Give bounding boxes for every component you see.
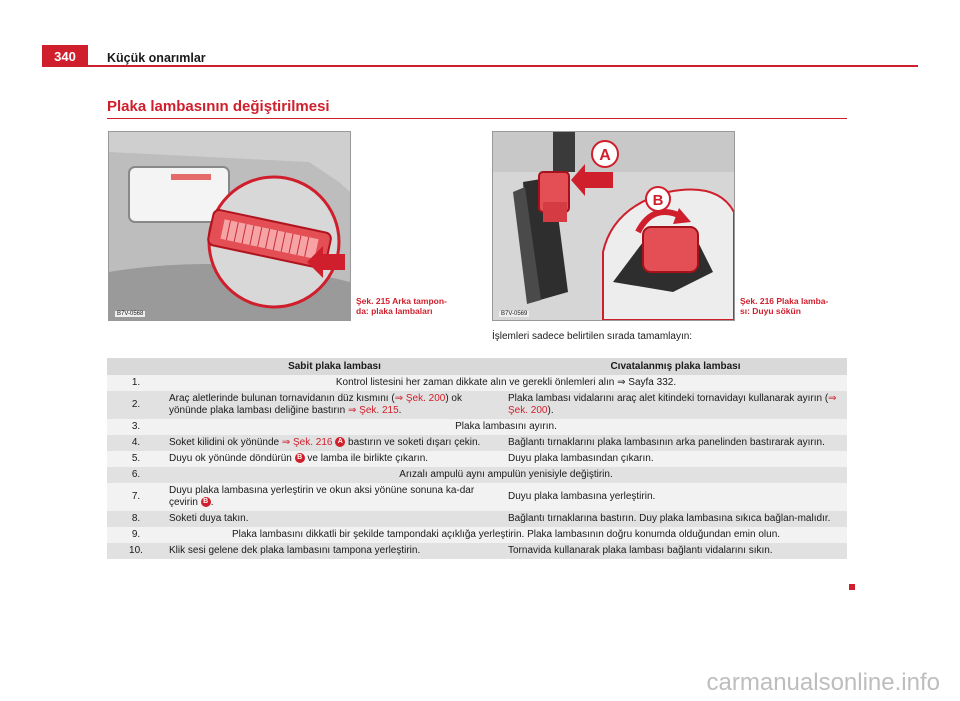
page-number: 340 — [42, 45, 88, 67]
text: ) ok yönünde plaka lambası deliğine bastırın — [169, 393, 462, 416]
step-number: 3. — [107, 419, 165, 435]
step-text-fixed — [165, 451, 504, 467]
watermark: carmanualsonline.info — [706, 669, 940, 696]
table-row — [107, 375, 847, 391]
bumper-illustration — [109, 132, 350, 320]
figure-215-caption — [356, 296, 447, 316]
step-text-fixed — [165, 435, 504, 451]
text: ). — [547, 405, 554, 416]
text: . — [210, 497, 214, 508]
header-rule — [88, 65, 918, 67]
caption-line: da: plaka lambaları — [356, 306, 433, 316]
figure-215-image — [108, 131, 351, 321]
end-of-section-marker — [849, 584, 855, 590]
figure-link[interactable]: ⇒ Şek. 216 — [281, 437, 333, 448]
intro-text: İşlemleri sadece belirtilen sırada tamamlayın: — [492, 331, 693, 342]
label-b: B — [652, 192, 664, 209]
step-number: 7. — [107, 483, 165, 511]
step-text-fixed — [165, 391, 504, 419]
text: Duyu ok yönünde döndürün — [169, 453, 295, 464]
text: Soket kilidini ok yönünde — [169, 437, 282, 448]
step-text-bolted: Duyu plaka lambasından çıkarın. — [504, 451, 847, 467]
figure-link[interactable]: ⇒ Şek. 200 — [508, 393, 837, 416]
steps-table — [107, 358, 847, 559]
step-number: 2. — [107, 391, 165, 419]
table-row — [107, 527, 847, 543]
step-text-fixed: Klik sesi gelene dek plaka lambasını tampona yerleştirin. — [165, 543, 504, 559]
step-number: 8. — [107, 511, 165, 527]
label-b-badge: B — [201, 497, 211, 507]
figure-code: B7V-0568 — [117, 311, 144, 317]
section-title: Plaka lambasının değiştirilmesi — [107, 98, 330, 115]
step-number: 4. — [107, 435, 165, 451]
chapter-title: Küçük onarımlar — [107, 51, 206, 65]
step-number: 6. — [107, 467, 165, 483]
socket-illustration — [493, 132, 734, 320]
column-header: Sabit plaka lambası — [165, 358, 504, 375]
text: Plaka lambası vidalarını araç alet kitindeki tornavidayı kullanarak ayırın ( — [508, 393, 829, 404]
table-row — [107, 451, 847, 467]
step-text-fixed: Soketi duya takın. — [165, 511, 504, 527]
table-row — [107, 543, 847, 559]
text: bastırın ve soketi dışarı çekin. — [345, 437, 481, 448]
text: Duyu plaka lambasına yerleştirin ve okun aksi yönüne sonuna ka-dar çevirin — [169, 485, 475, 508]
label-a: A — [599, 147, 611, 164]
figure-link[interactable]: ⇒ Şek. 200 — [394, 393, 446, 404]
column-header — [107, 358, 165, 375]
figure-216-caption — [740, 296, 828, 316]
step-text-bolted: Duyu plaka lambasına yerleştirin. — [504, 483, 847, 511]
table-row — [107, 419, 847, 435]
text: Araç aletlerinde bulunan tornavidanın düz kısmını ( — [169, 393, 395, 404]
step-text-bolted: Tornavida kullanarak plaka lambası bağlantı vidalarını sıkın. — [504, 543, 847, 559]
table-row — [107, 391, 847, 419]
step-text-bolted — [504, 391, 847, 419]
figure-link[interactable]: ⇒ Şek. 215 — [348, 405, 399, 416]
text: ve lamba ile birlikte çıkarın. — [304, 453, 429, 464]
step-text: Arızalı ampulü aynı ampulün yenisiyle değiştirin. — [165, 467, 847, 483]
caption-line: sı: Duyu sökün — [740, 306, 801, 316]
step-number: 5. — [107, 451, 165, 467]
step-text: Kontrol listesini her zaman dikkate alın ve gerekli önlemleri alın ⇒ Sayfa 332. — [165, 375, 847, 391]
label-a-badge: A — [335, 437, 345, 447]
step-text-bolted: Bağlantı tırnaklarını plaka lambasının arka panelinden bastırarak ayırın. — [504, 435, 847, 451]
step-text-bolted: Bağlantı tırnaklarına bastırın. Duy plaka lambasına sıkıca bağlan-malıdır. — [504, 511, 847, 527]
section-rule — [107, 118, 847, 119]
table-header-row — [107, 358, 847, 375]
table-row — [107, 511, 847, 527]
text: . — [398, 405, 402, 416]
label-b-badge: B — [295, 453, 305, 463]
table-row — [107, 483, 847, 511]
table-row — [107, 435, 847, 451]
caption-line: Şek. 215 Arka tampon- — [356, 296, 447, 306]
figure-216-image — [492, 131, 735, 321]
step-number: 10. — [107, 543, 165, 559]
step-number: 1. — [107, 375, 165, 391]
step-text: Plaka lambasını ayırın. — [165, 419, 847, 435]
figure-code: B7V-0569 — [501, 311, 528, 317]
step-text: Plaka lambasını dikkatli bir şekilde tampondaki açıklığa yerleştirin. Plaka lambasının doğru konumda olduğundan emin olun. — [165, 527, 847, 543]
step-text-fixed — [165, 483, 504, 511]
table-row — [107, 467, 847, 483]
step-number: 9. — [107, 527, 165, 543]
column-header: Cıvatalanmış plaka lambası — [504, 358, 847, 375]
caption-line: Şek. 216 Plaka lamba- — [740, 296, 829, 306]
